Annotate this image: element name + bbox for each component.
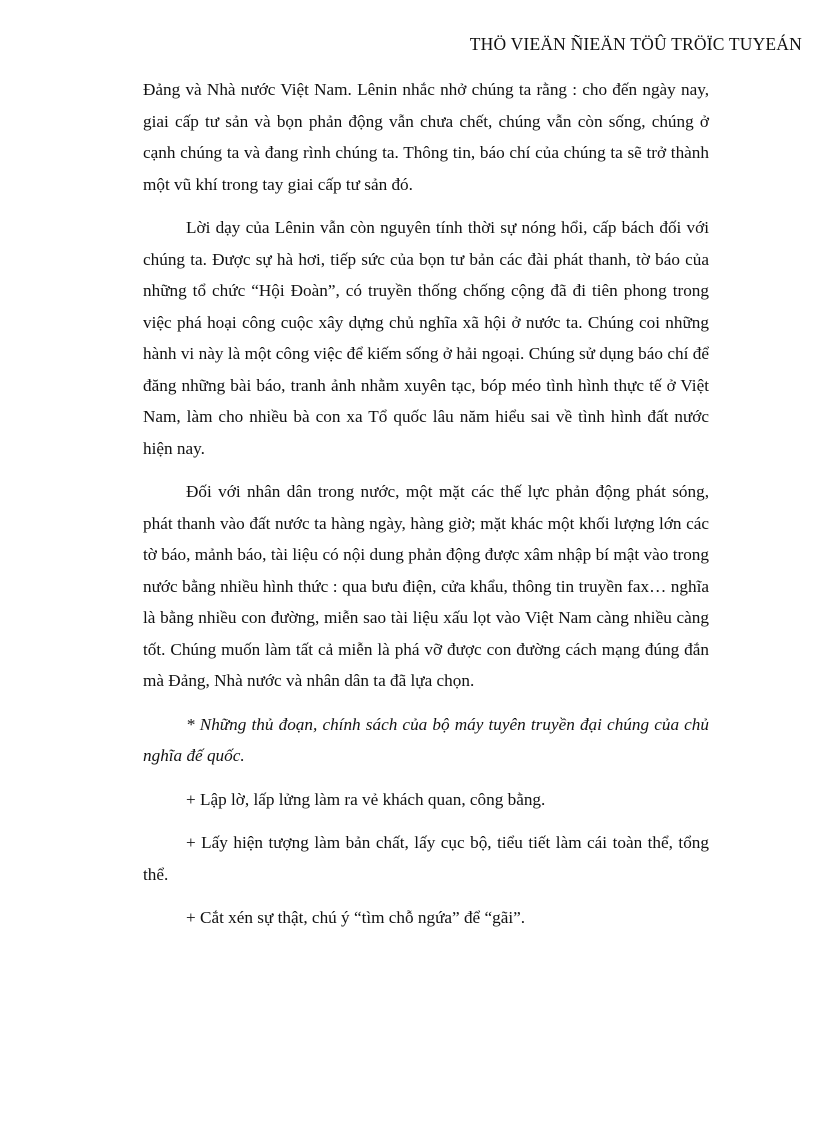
document-body [143, 74, 709, 934]
page-header: THÖ VIEÄN ÑIEÄN TÖÛ TRÖÏC TUYEÁN [469, 34, 802, 54]
list-item-tactic-1: + Lập lờ, lấp lửng làm ra vẻ khách quan, công bằng. [186, 789, 546, 809]
paragraph-lenin-teaching: Lời dạy của Lênin vẫn còn nguyên tính thời sự nóng hổi, cấp bách đối với chúng ta. Được sự hà hơi, tiếp sức của bọn tư bản các đài phát thanh, tờ báo của những tổ chức “Hội Đoàn”, có truyền thống chống cộng đã đi tiên phong trong việc phá hoại công cuộc xây dựng chủ nghĩa xã hội ở nước ta. Chúng coi những hành vi này là một công việc để kiếm sống ở hải ngoại. Chúng sử dụng báo chí để đăng những bài báo, tranh ảnh nhằm xuyên tạc, bóp méo tình hình thực tế ở Việt Nam, làm cho nhiều bà con xa Tổ quốc lâu năm hiểu sai về tình hình đất nước hiện nay. [143, 218, 709, 458]
list-item-tactic-3: + Cắt xén sự thật, chú ý “tìm chỗ ngứa” để “gãi”. [186, 908, 526, 927]
section-heading-propaganda-tactics: * Những thủ đoạn, chính sách của bộ máy tuyên truyền đại chúng của chủ nghĩa đế quốc. [143, 714, 709, 765]
paragraph-continuation: Đảng và Nhà nước Việt Nam. Lênin nhắc nhở chúng ta rằng : cho đến ngày nay, giai cấp tư sản và bọn phản động vẫn chưa chết, chúng vẫn còn sống, chúng ở cạnh chúng ta và đang rình chúng ta. Thông tin, báo chí của chúng ta sẽ trở thành một vũ khí trong tay giai cấp tư sản đó. [143, 80, 709, 194]
paragraph-domestic-people: Đối với nhân dân trong nước, một mặt các thế lực phản động phát sóng, phát thanh vào đất nước ta hàng ngày, hàng giờ; mặt khác một khối lượng lớn các tờ báo, mảnh báo, tài liệu có nội dung phản động được xâm nhập bí mật vào trong nước bằng nhiều hình thức : qua bưu điện, cửa khẩu, thông tin truyền fax… nghĩa là bằng nhiều con đường, miễn sao tài liệu xấu lọt vào Việt Nam càng nhiều càng tốt. Chúng muốn làm tất cả miễn là phá vỡ được con đường cách mạng đúng đắn mà Đảng, Nhà nước và nhân dân ta đã lựa chọn. [143, 482, 709, 690]
list-item-tactic-2: + Lấy hiện tượng làm bản chất, lấy cục bộ, tiểu tiết làm cái toàn thể, tổng thể. [143, 833, 709, 884]
